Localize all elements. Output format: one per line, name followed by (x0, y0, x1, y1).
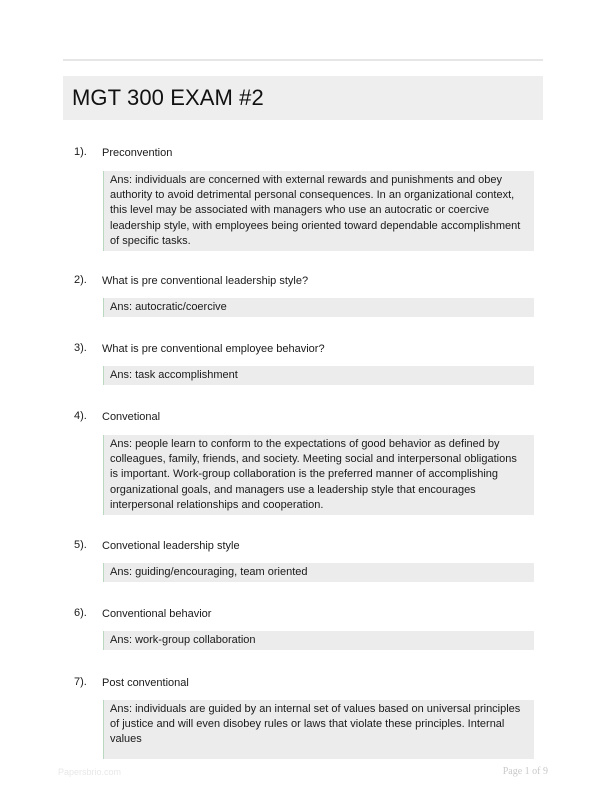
question-text: What is pre conventional leadership style? (102, 275, 309, 287)
qa-item-6 (0, 606, 606, 646)
answer-box: Ans: individuals are guided by an internal set of values based on universal principles of justice and will even disobey rules or laws that violate these principles. Internal values (103, 700, 534, 759)
question-number: 4). (74, 410, 87, 422)
page-indicator: Page 1 of 9 (502, 766, 548, 777)
qa-item-4 (0, 409, 606, 511)
title-bar (63, 76, 543, 120)
question-text: Convetional (102, 411, 161, 423)
footer-watermark: Papersbrio.com (58, 767, 122, 777)
question-number: 2). (74, 274, 87, 286)
qa-item-3 (0, 341, 606, 381)
question-text: Convetional leadership style (102, 540, 240, 552)
qa-item-7 (0, 675, 606, 746)
question-number: 5). (74, 539, 87, 551)
question-text: Preconvention (102, 147, 173, 159)
question-text: Conventional behavior (102, 608, 212, 620)
qa-item-2 (0, 273, 606, 313)
question-number: 1). (74, 146, 87, 158)
top-divider (63, 59, 543, 61)
question-text: Post conventional (102, 677, 189, 689)
answer-box: Ans: autocratic/coercive (103, 298, 534, 317)
answer-box: Ans: individuals are concerned with external rewards and punishments and obey authority to avoid detrimental personal consequences. In an organizational context, this level may be associated with managers who use an autocratic or coercive leadership style, with employees being oriented toward dependable accomplishment of specific tasks. (103, 171, 534, 251)
question-text: What is pre conventional employee behavior? (102, 343, 325, 355)
answer-box: Ans: guiding/encouraging, team oriented (103, 563, 534, 582)
question-number: 7). (74, 676, 87, 688)
answer-box: Ans: task accomplishment (103, 366, 534, 385)
document-title: MGT 300 EXAM #2 (72, 85, 264, 110)
question-number: 3). (74, 342, 87, 354)
question-number: 6). (74, 607, 87, 619)
qa-item-1 (0, 145, 606, 247)
answer-box: Ans: people learn to conform to the expectations of good behavior as defined by colleagues, family, friends, and society. Meeting social and interpersonal obligations is important. Work-group collaboration is the preferred manner of accomplishing organizational goals, and managers use a leadership style that encourages interpersonal relationships and cooperation. (103, 435, 534, 515)
answer-box: Ans: work-group collaboration (103, 631, 534, 650)
qa-item-5 (0, 538, 606, 578)
